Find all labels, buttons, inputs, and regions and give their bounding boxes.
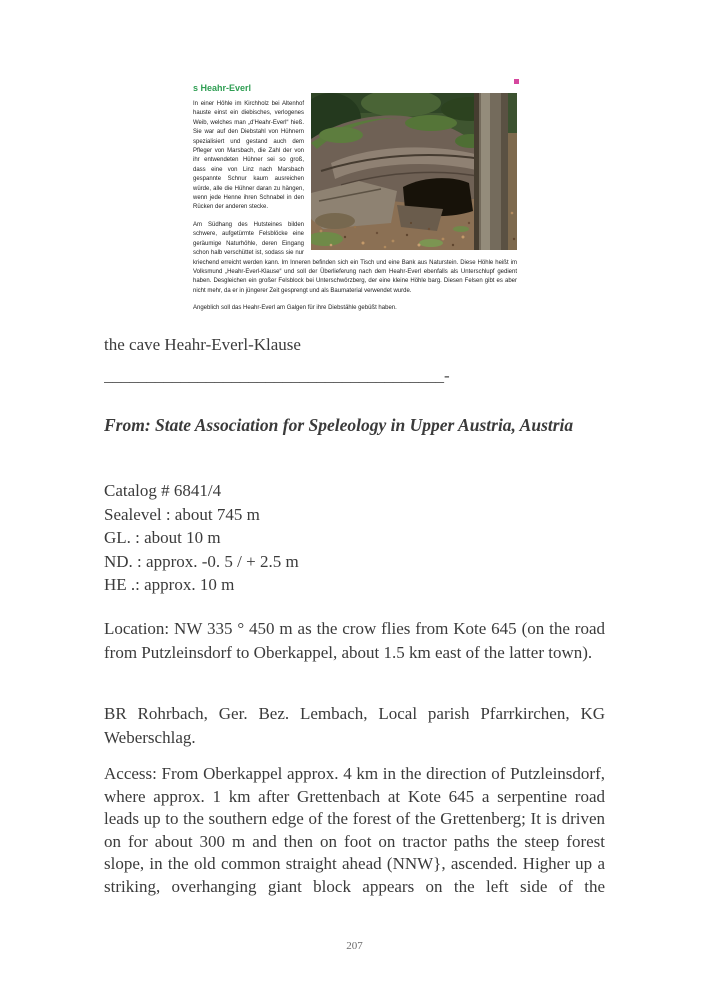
photo-caption: the cave Heahr-Everl-Klause bbox=[104, 335, 301, 354]
he-line: HE .: approx. 10 m bbox=[104, 575, 235, 594]
page-number: 207 bbox=[346, 940, 363, 952]
gl-line: GL. : about 10 m bbox=[104, 528, 221, 547]
pink-marker-dot bbox=[514, 79, 519, 84]
news-clipping bbox=[193, 76, 517, 314]
clipping-paragraph-2: Am Südhang des Hutsteines bilden schwere, aufgetürmte Felsblöcke eine geräumige Naturhöhle, deren Eingang schon halb verschüttet ist, sodass sie nur kriechend erreicht werden kann. Im Inneren befinden sich ein Tisch und eine Bank aus Naturstein. Diese Höhle heißt im Volksmund „Heahr-Everl-Klause“ und soll der Überlieferung nach dem Heahr-Everl ebenfalls als Unterschlupf gedient haben. Desgleichen ein großer Felsblock bei Unterschwörzberg, der eine kleine Höhle barg. Diesen Felsen gibt es aber nicht mehr, da er in jüngerer Zeit gesprengt und als Baumaterial verwendet wurde. bbox=[193, 221, 517, 294]
source-attribution: From: State Association for Speleology in Upper Austria, Austria bbox=[104, 415, 574, 435]
sealevel-line: Sealevel : about 745 m bbox=[104, 504, 260, 524]
clipping-paragraph-3: Angeblich soll das Heahr-Everl am Galgen für ihre Diebstähle gebüßt haben. bbox=[193, 305, 397, 312]
clipping-paragraph-1: In einer Höhle im Kirchholz bei Altenhof hauste einst ein diebisches, verlogenes Weib, welches man „d'Heahr-Everl“ hieß. Sie war auf den Diebstahl von Hühnern spezialisiert und gestand auch dem Pfleger von Marsbach, die Zahl der von ihr entwendeten Hühner sei so groß, dass eine von Linz nach Marsbach gespannte Schnur kaum ausreichen würde, alle die Hühner daran zu hängen, wenn jede Henne ihren Schnabel in den Rücken der anderen stecke. bbox=[193, 101, 304, 211]
separator-line: ________________________________________- bbox=[104, 366, 450, 385]
clipping-heading: s Heahr-Everl bbox=[193, 83, 252, 93]
access-paragraph: Access: From Oberkappel approx. 4 km in the direction of Putzleinsdorf, where approx. 1 km after Grettenbach at Kote 645 a serpentine road leads up to the southern edge of the forest of the Grettenberg; It is driven on for about 300 m and then on foot on tractor paths the steep forest slope, in the old common straight ahead (NNW}, ascended. Higher up a striking, overhanging giant block appears on the left side of the bbox=[104, 764, 605, 896]
location-paragraph: Location: NW 335 ° 450 m as the crow flies from Kote 645 (on the road from Putzleinsdorf to Oberkappel, about 1.5 km east of the latter town). bbox=[104, 619, 605, 662]
catalog-block bbox=[104, 479, 605, 597]
catalog-number-line: Catalog # 6841/4 bbox=[104, 481, 222, 500]
district-paragraph: BR Rohrbach, Ger. Bez. Lembach, Local parish Pfarrkirchen, KG Weberschlag. bbox=[104, 704, 605, 747]
clipping-photo bbox=[311, 93, 517, 250]
nd-line: ND. : approx. -0. 5 / + 2.5 m bbox=[104, 551, 299, 571]
